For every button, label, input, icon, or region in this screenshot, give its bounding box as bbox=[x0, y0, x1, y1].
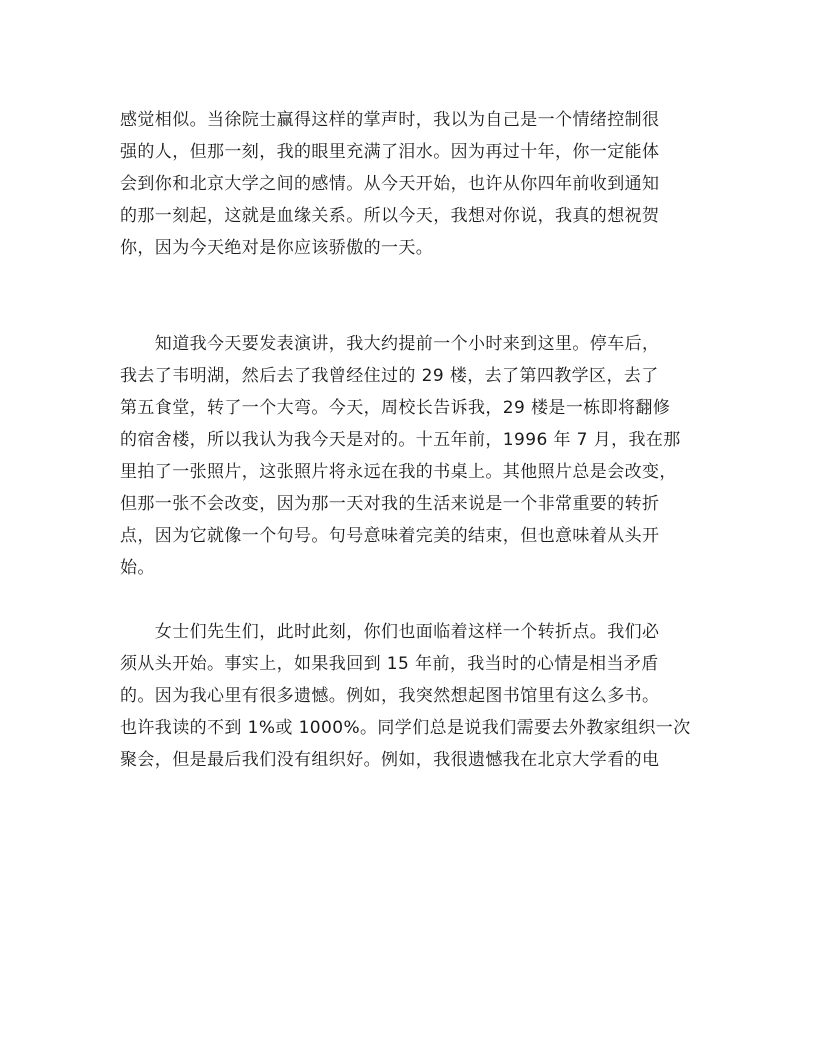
paragraph-line: 知道我今天要发表演讲，我大约提前一个小时来到这里。停车后， bbox=[120, 334, 660, 354]
paragraph-line: 感觉相似。当徐院士赢得这样的掌声时，我以为自己是一个情绪控制很 bbox=[120, 110, 660, 130]
paragraph-line: 会到你和北京大学之间的感情。从今天开始，也许从你四年前收到通知 bbox=[120, 174, 660, 194]
paragraph-line: 也许我读的不到 1%或 1000%。同学们总是说我们需要去外教家组织一次 bbox=[120, 718, 691, 738]
paragraph-line: 第五食堂，转了一个大弯。今天，周校长告诉我，29 楼是一栋即将翻修 bbox=[120, 398, 671, 418]
paragraph-line: 但那一张不会改变，因为那一天对我的生活来说是一个非常重要的转折 bbox=[120, 494, 660, 514]
paragraph-1 bbox=[120, 104, 700, 264]
paragraph-line: 始。 bbox=[120, 558, 155, 578]
paragraph-line: 聚会，但是最后我们没有组织好。例如，我很遗憾我在北京大学看的电 bbox=[120, 750, 660, 770]
paragraph-line: 你，因为今天绝对是你应该骄傲的一天。 bbox=[120, 238, 434, 258]
paragraph-line: 我去了韦明湖，然后去了我曾经住过的 29 楼，去了第四教学区，去了 bbox=[120, 366, 659, 386]
paragraph-line: 的那一刻起，这就是血缘关系。所以今天，我想对你说，我真的想祝贺 bbox=[120, 206, 660, 226]
paragraph-line: 强的人，但那一刻，我的眼里充满了泪水。因为再过十年，你一定能体 bbox=[120, 142, 660, 162]
paragraph-line: 里拍了一张照片，这张照片将永远在我的书桌上。其他照片总是会改变， bbox=[120, 462, 677, 482]
paragraph-line: 须从头开始。事实上，如果我回到 15 年前，我当时的心情是相当矛盾 bbox=[120, 654, 659, 674]
paragraph-line: 女士们先生们，此时此刻，你们也面临着这样一个转折点。我们必 bbox=[120, 622, 660, 642]
paragraph-2 bbox=[120, 328, 700, 584]
paragraph-line: 的宿舍楼，所以我认为我今天是对的。十五年前，1996 年 7 月，我在那 bbox=[120, 430, 681, 450]
paragraph-3 bbox=[120, 616, 700, 776]
paragraph-line: 点，因为它就像一个句号。句号意味着完美的结束，但也意味着从头开 bbox=[120, 526, 660, 546]
paragraph-line: 的。因为我心里有很多遗憾。例如，我突然想起图书馆里有这么多书。 bbox=[120, 686, 660, 706]
